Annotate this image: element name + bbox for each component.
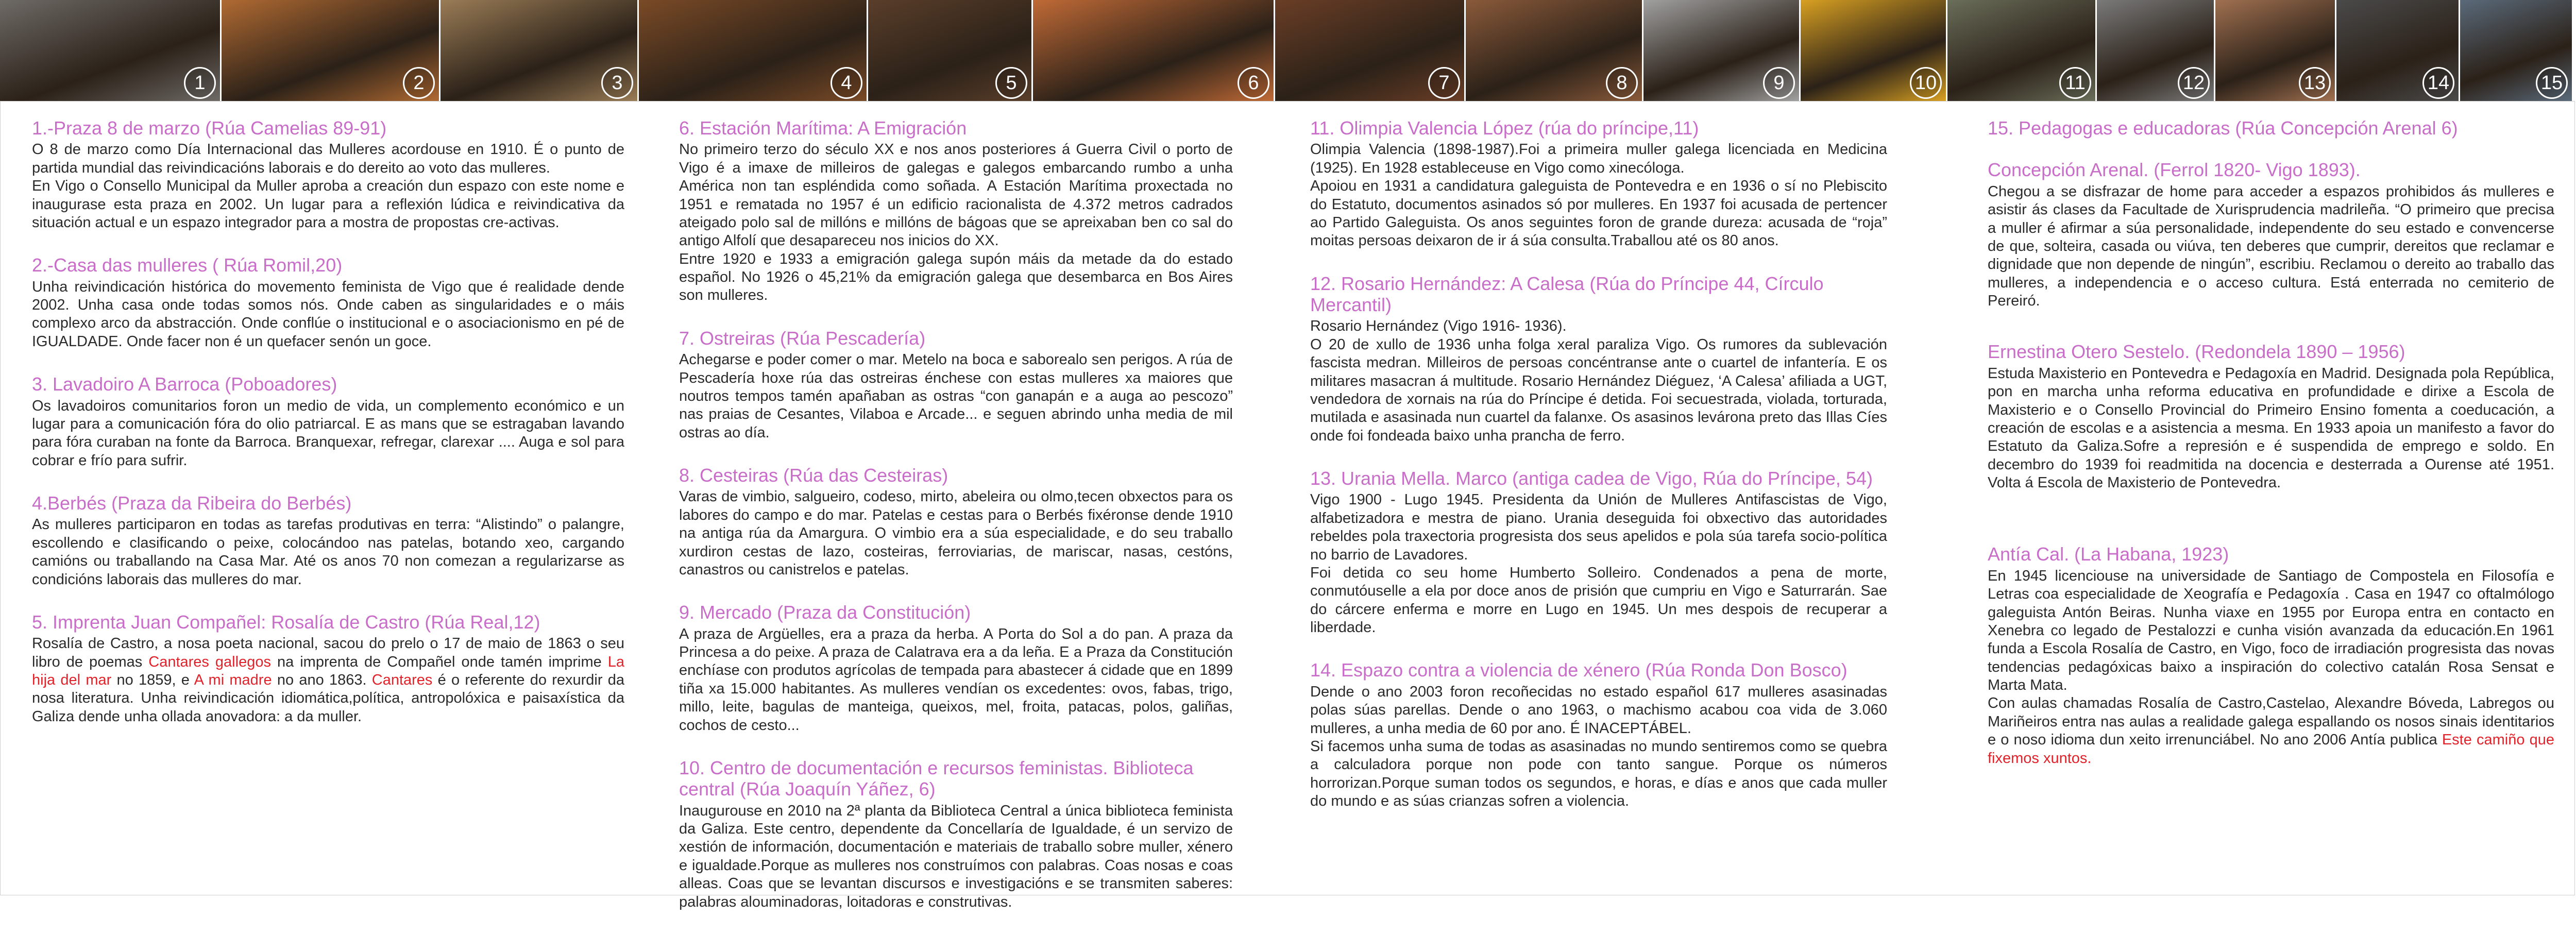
stop-title: 6. Estación Marítima: A Emigración [679, 117, 967, 139]
stop-title: 10. Centro de documentación e recursos feministas. Biblioteca central (Rúa Joaquín Yáñez, 6) [679, 757, 1194, 800]
photo-number: 5 [995, 67, 1027, 99]
stop-title: 3. Lavadoiro A Barroca (Poboadores) [32, 373, 337, 395]
stop-body: Vigo 1900 - Lugo 1945. Presidenta da Unión de Mulleres Antifascistas de Vigo, alfabetizadora e mestra de piano. Urania deseguida foi obxectivo das autoridades rebeldes pola traxectoria progresista dos seus apelidos e pola súa tarefa socio-política no barrio de Lavadores. Foi detida co seu home Humberto Solleiro. Condenados a pena de morte, conmutóuselle a ela por doce anos de prisión que cumpriu en Vigo e Saturrarán. Sae do cárcere enferma e morre en Lugo en 1945. Un mes despois de recuperar a liberdade. [1310, 491, 1887, 636]
stop-title: 11. Olimpia Valencia López (rúa do príncipe,11) [1310, 117, 1699, 139]
stop-10 [679, 757, 1233, 911]
stop-body: Varas de vimbio, salgueiro, codeso, mirto, abeleira ou olmo,tecen obxectos para os labores do campo e do mar. Patelas e cestas para o Berbés fixéronse dende 1910 na antiga rúa da Amargura. O vimbio era a súa especialidade, e do seu traballo xurdiron cestas de lazo, costeiras, ferroviarias, de mariscar, nasas, cestóns, canastros ou canistrelos e patelas. [679, 488, 1233, 578]
stop-title: 7. Ostreiras (Rúa Pescadería) [679, 327, 926, 349]
stop-body: Rosalía de Castro, a nosa poeta nacional, sacou do prelo o 17 de maio de 1863 o seu libro de poemas Cantares gallegos na imprenta de Compañel onde tamén imprime La hija del mar no 1859, e A mi madre no ano 1863. Cantares é o referente do rexurdir da nosa literatura. Unha reivindicación idiomática,política, antropolóxica e paisaxística da Galiza dende unha ollada anovadora: a da muller. [32, 635, 624, 725]
book-title: Cantares [371, 672, 433, 689]
bio-antia-cal [1988, 544, 2554, 768]
photo-12 [2097, 0, 2215, 101]
stop-12 [1310, 273, 1887, 445]
stop-13 [1310, 468, 1887, 637]
photo-number: 4 [831, 67, 862, 99]
photo-number: 15 [2536, 67, 2568, 99]
stop-title: 9. Mercado (Praza da Constitución) [679, 602, 971, 623]
photo-number: 2 [403, 67, 435, 99]
photo-number: 1 [184, 67, 216, 99]
photo-2 [222, 0, 440, 101]
stop-body: Unha reivindicación histórica do movemento feminista de Vigo que é realidade dende 2002. Unha casa onde todas somos nós. Onde caben as singularidades e o máis complexo arco da abstracción. Onde conflúe o institucional e o asociacionismo en pé de IGUALDADE. Onde facer non é un quefacer senón un goce. [32, 278, 624, 350]
photo-13 [2215, 0, 2336, 101]
stop-body: A praza de Argüelles, era a praza da herba. A Porta do Sol a do pan. A praza da Princesa a do peixe. A praza de Calatrava era a da leña. E a Praza da Constitución enchíase con produtos agrícolas de tempada para abastecer á cidade que en 1899 tiña xa 15.000 habitantes. As mulleres vendían os excedentes: ovos, fabas, trigo, millo, leite, bagulas de manteiga, queixos, mel, froita, patacas, polos, galiñas, cochos de cesto... [679, 625, 1233, 734]
photo-10 [1801, 0, 1947, 101]
stop-title: 5. Imprenta Juan Compañel: Rosalía de Castro (Rúa Real,12) [32, 611, 540, 633]
photo-strip [0, 0, 2576, 101]
photo-number: 6 [1238, 67, 1269, 99]
book-title: La hija del mar [32, 653, 624, 689]
stop-1 [32, 117, 624, 232]
stop-3 [32, 373, 624, 470]
book-title: Cantares gallegos [148, 653, 271, 670]
stop-body: Olimpia Valencia (1898-1987).Foi a primeira muller galega licenciada en Medicina (1925). En 1928 estableceuse en Vigo como xinecóloga. Apoiou en 1931 a candidatura galeguista de Pontevedra e en 1936 o sí no Plebiscito do Estatuto, documentos asinados só por mulleres. En 1937 foi acusada de pertencer ao Partido Galeguista. Os anos seguintes foron de grande dureza: acusada de “roja” moitas persoas deixaron de ir á súa consulta.Traballou até os 80 anos. [1310, 141, 1887, 249]
photo-15 [2460, 0, 2573, 101]
stop-title: 13. Urania Mella. Marco (antiga cadea de Vigo, Rúa do Príncipe, 54) [1310, 468, 1873, 489]
stop-6 [679, 117, 1233, 305]
photo-number: 3 [601, 67, 633, 99]
stop-5 [32, 612, 624, 726]
book-title: Este camiño que fixemos xuntos. [1988, 732, 2554, 767]
photo-number: 10 [1910, 67, 1942, 99]
column-1 [32, 117, 624, 749]
stop-title: 4.Berbés (Praza da Ribeira do Berbés) [32, 493, 352, 514]
photo-5 [868, 0, 1033, 101]
column-4 [1988, 117, 2554, 790]
stop-body: Rosario Hernández (Vigo 1916- 1936). O 20 de xullo de 1936 unha folga xeral paraliza Vigo. Os rumores da sublevación fascista medran. Milleiros de persoas concéntranse ante o cuartel de infantería. E os militares masacran á multitude. Rosario Hernández Diéguez, ‘A Calesa’ afiliada a UGT, vendedora de xornais na rúa do Príncipe é detida. Foi secuestrada, violada, torturada, mutilada e asasinada nun cuartel da falanxe. Os asasinos levárona preto das Illas Cíes onde foi fondeada baixo unha prancha de ferro. [1310, 318, 1887, 444]
stop-4 [32, 493, 624, 589]
photo-4 [639, 0, 868, 101]
stop-body: Achegarse e poder comer o mar. Metelo na boca e saborealo sen perigos. A rúa de Pescadería hoxe rúa das ostreiras énchese con estas mulleres xa maiores que noutros tempos tamén apañaban as ostras “con ganapán e a auga ao pescozo” nas praias de Cesantes, Vilaboa e Arcade... e seguen abrindo unha media de mil ostras ao día. [679, 351, 1233, 441]
photo-1 [0, 0, 222, 101]
photo-11 [1947, 0, 2097, 101]
photo-6 [1033, 0, 1275, 101]
stop-15 [1988, 117, 2554, 139]
stop-title: 1.-Praza 8 de marzo (Rúa Camelias 89-91) [32, 117, 387, 139]
stop-body: No primeiro terzo do século XX e nos anos posteriores á Guerra Civil o porto de Vigo é a imaxe de milleiros de galegas e galegos embarcando rumbo a unha América non tan espléndida como soñada. A Estación Marítima proxectada no 1951 e rematada no 1957 é un edificio racionalista de 4.372 metros cadrados ateigado polo sal de millóns e millóns de bágoas que se apreixaban ben co sal do antigo Alfolí que desapareceu nos inicios do XX. Entre 1920 e 1933 a emigración galega supón máis da metade da do estado español. No 1926 o 45,21% da emigración galega que desembarca en Bos Aires son mulleres. [679, 141, 1233, 304]
stop-11 [1310, 117, 1887, 250]
stop-body: O 8 de marzo como Día Internacional das Mulleres acordouse en 1910. É o punto de partida mundial das reivindicacións laborais e do dereito ao voto das mulleres. En Vigo o Consello Municipal da Muller aproba a creación dun espazo con este nome e inaugurase esta praza en 2002. Un lugar para a reflexión lúdica e reivindicativa da situación actual e un espazo integrador para a mostra de propostas cre-activas. [32, 141, 624, 231]
stop-title: 2.-Casa das mulleres ( Rúa Romil,20) [32, 254, 343, 276]
stop-title: 15. Pedagogas e educadoras (Rúa Concepción Arenal 6) [1988, 117, 2458, 139]
photo-number: 7 [1428, 67, 1460, 99]
stop-title: 12. Rosario Hernández: A Calesa (Rúa do Príncipe 44, Círculo Mercantil) [1310, 273, 1824, 316]
photo-number: 8 [1606, 67, 1638, 99]
bio-body: Chegou a se disfrazar de home para acceder a espazos prohibidos ás mulleres e asistir ás clases da Facultade de Xurisprudencia madrileña. “O primeiro que precisa a muller é afirmar a súa personalidade, independente do seu estado e convencerse de que, solteira, casada ou viúva, ten deberes que cumprir, dereitos que reclamar e dignidade que non depende de ningún”, escribiu. Reclamou o dereito ao traballo das mulleres, a independencia e o acceso cultura. Está enterrada no cemiterio de Pereiró. [1988, 183, 2554, 310]
bio-title: Concepción Arenal. (Ferrol 1820- Vigo 1893). [1988, 159, 2361, 181]
bio-ernestina-otero [1988, 341, 2554, 492]
stop-7 [679, 328, 1233, 442]
stop-title: 14. Espazo contra a violencia de xénero (Rúa Ronda Don Bosco) [1310, 659, 1848, 681]
stop-body: As mulleres participaron en todas as tarefas produtivas en terra: “Alistindo” o palangre, escollendo e clasificando o peixe, colocándoo nas patelas, botando xeo, cargando camións ou traballando na Casa Mar. Até os anos 70 non comezan a regularizarse as condicións laborais das mulleres do mar. [32, 516, 624, 588]
bio-title: Ernestina Otero Sestelo. (Redondela 1890 – 1956) [1988, 341, 2405, 363]
stop-14 [1310, 659, 1887, 810]
bio-body: En 1945 licenciouse na universidade de Santiago de Compostela en Filosofía e Letras coa especialidade de Xeografía e Pedagoxía . Casa en 1947 co oftalmólogo galeguista Antón Beiras. Nunha viaxe en 1955 por Europa entra en contacto en Xenebra co legado de Pestalozzi e cunha visión avanzada da educación.En 1961 funda a Escola Rosalía de Castro, en Vigo, foco de irradiación progresista das novas tendencias pedagóxicas baixo a inspiración do colectivo catalán Rosa Sensat e Marta Mata. Con aulas chamadas Rosalía de Castro,Castelao, Alexandre Bóveda, Labregos ou Mariñeiros entra nas aulas a realidade galega espallando os nosos sinais identitarios e o noso idioma dun xeito irrenunciábel. No ano 2006 Antía publica Este camiño que fixemos xuntos. [1988, 567, 2554, 767]
stop-8 [679, 465, 1233, 579]
photo-7 [1275, 0, 1466, 101]
stop-body: Dende o ano 2003 foron recoñecidas no estado español 617 mulleres asasinadas polas súas parellas. Dende o ano 1963, o machismo acabou coa vida de 3.060 mulleres, a unha media de 60 por ano. É INACEPTÁBEL. Si facemos unha suma de todas as asasinadas no mundo sentiremos como se quebra a calculadora porque non pode con tanto sangue. Porque os números horrorizan.Porque suman todos os segundos, e horas, e días e anos que cada muller do mundo e as súas crianzas sofren a violencia. [1310, 683, 1887, 810]
stop-body: Inaugurouse en 2010 na 2ª planta da Biblioteca Central a única biblioteca feminista da Galiza. Este centro, dependente da Concellaría de Igualdade, é un servizo de xestión de información, documentación e materiais de traballo sobre muller, xénero e igualdade.Porque as mulleres nos construímos con palabras. Coas nosas e coas alleas. Coas que se levantan discursos e investigacións e se transmiten saberes: palabras alouminadoras, loitadoras e construtivas. [679, 802, 1233, 910]
stop-9 [679, 602, 1233, 735]
stop-2 [32, 254, 624, 351]
photo-9 [1643, 0, 1801, 101]
photo-number: 11 [2059, 67, 2091, 99]
photo-number: 14 [2422, 67, 2454, 99]
stop-body: Os lavadoiros comunitarios foron un medio de vida, un complemento económico e un lugar para a comunicación fóra do olio patriarcal. E as mans que se estragaban lavando para fóra curaban na fonte da Barroca. Branquexar, refregar, clarexar .... Auga e sol para cobrar e frío para sufrir. [32, 397, 624, 469]
photo-number: 9 [1763, 67, 1795, 99]
bio-body: Estuda Maxisterio en Pontevedra e Pedagoxía en Madrid. Designada pola República, pon en marcha unha reforma educativa en profundidade e dirixe a Escola de Maxisterio e o Consello Provincial do Primeiro Ensino fomenta a coeducación, a creación de escolas e a asistencia a mesma. En 1933 apoia un manifesto a favor do Estatuto da Galiza.Sofre a represión e é suspendida de emprego e soldo. En decembro do 1939 foi readmitida na docencia e desterrada a Ourense até 1951. Volta á Escola de Maxisterio de Pontevedra. [1988, 365, 2554, 491]
column-3 [1310, 117, 1887, 833]
bio-concepcion-arenal [1988, 159, 2554, 310]
photo-3 [440, 0, 639, 101]
column-2 [679, 117, 1233, 934]
photo-8 [1466, 0, 1643, 101]
photo-number: 13 [2299, 67, 2331, 99]
bio-title: Antía Cal. (La Habana, 1923) [1988, 544, 2229, 565]
photo-number: 12 [2178, 67, 2210, 99]
book-title: A mi madre [194, 672, 272, 689]
stop-title: 8. Cesteiras (Rúa das Cesteiras) [679, 465, 948, 486]
photo-14 [2336, 0, 2460, 101]
